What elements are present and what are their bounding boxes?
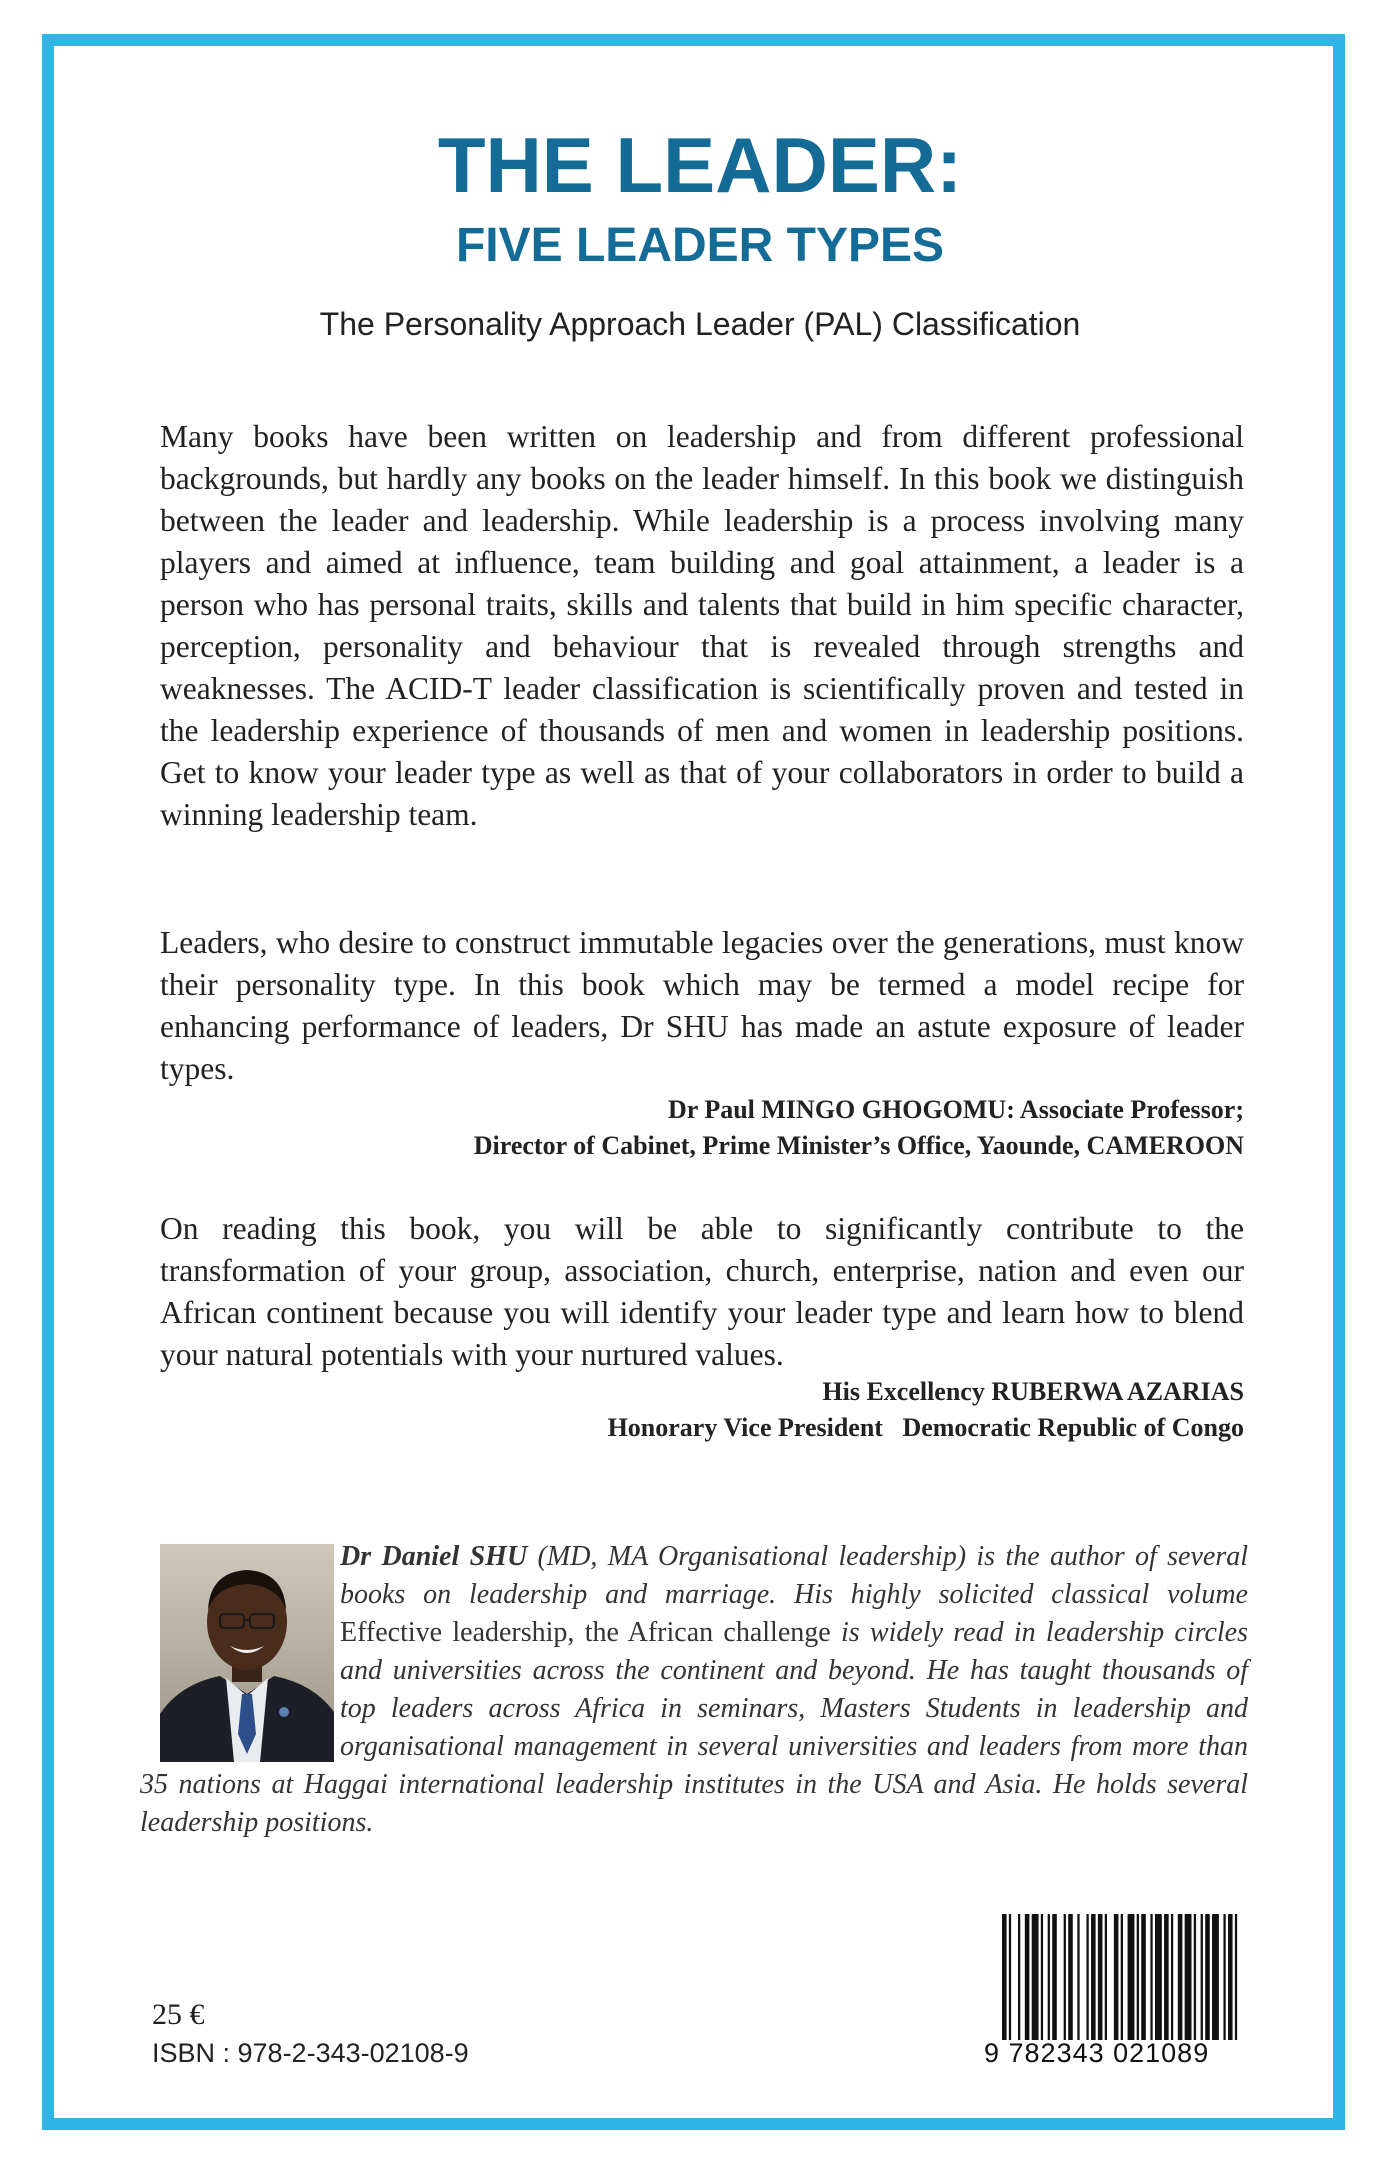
endorsement-2-attribution — [608, 1374, 1244, 1446]
author-book-title: Effective leadership, the African challenge — [340, 1617, 831, 1648]
author-portrait-image — [160, 1544, 334, 1762]
attribution-title: Director of Cabinet, Prime Minister’s Office, Yaounde, CAMEROON — [473, 1131, 1244, 1160]
author-photo — [160, 1544, 334, 1762]
attribution-name: Dr Paul MINGO GHOGOMU: Associate Professor; — [667, 1095, 1244, 1124]
description-paragraph: Many books have been written on leadership and from different professional backgrounds, but hardly any books on the leader himself. In this book we distinguish between the leader and leadership. While leadership is a process involving many players and aimed at influence, team building and goal attainment, a leader is a person who has personal traits, skills and talents that build in him specific character, perception, personality and behaviour that is revealed through strengths and weaknesses. The ACID-T leader classification is scientifically proven and tested in the leadership experience of thousands of men and women in leadership positions. Get to know your leader type as well as that of your collaborators in order to build a winning leadership team. — [160, 419, 1244, 832]
attribution-title: Honorary Vice President Democratic Republic of Congo — [607, 1413, 1244, 1442]
author-bio-text: (MD, MA Organisational leadership) is the author of several books on leadership and marriage. His highly solicited classical volume — [340, 1541, 1249, 1610]
author-name: Dr Daniel SHU — [340, 1541, 528, 1572]
barcode-digits: 9 782343 021089 — [984, 2040, 1246, 2067]
isbn: ISBN : 978-2-343-02108-9 — [152, 2038, 469, 2068]
book-title: THE LEADER: — [437, 121, 963, 209]
endorsement-quote-1: Leaders, who desire to construct immutable legacies over the generations, must know their personality type. In this book which may be termed a model recipe for enhancing performance of leaders, Dr SHU has made an astute exposure of leader types. — [160, 925, 1244, 1086]
endorsement-1-attribution — [474, 1092, 1244, 1164]
endorsement-quote-2: On reading this book, you will be able to significantly contribute to the transformation of your group, association, church, enterprise, nation and even our African continent because you will identify your leader type and learn how to blend your natural potentials with your nurtured values. — [160, 1211, 1244, 1372]
book-subtitle-heading: FIVE LEADER TYPES — [455, 219, 945, 272]
author-bio-text: is widely read in leadership circles and universities across the continent and beyond. He has taught thousands of top leaders across Africa in seminars, Masters Students in leadership and organisational management in several universities and leaders from more than 35 nations at Haggai international leadership institutes in the USA and Asia. He holds several leadership positions. — [140, 1617, 1248, 1838]
price: 25 € — [152, 1998, 205, 2031]
attribution-name: His Excellency RUBERWA AZARIAS — [822, 1377, 1244, 1406]
book-subtitle: The Personality Approach Leader (PAL) Classification — [319, 306, 1081, 342]
